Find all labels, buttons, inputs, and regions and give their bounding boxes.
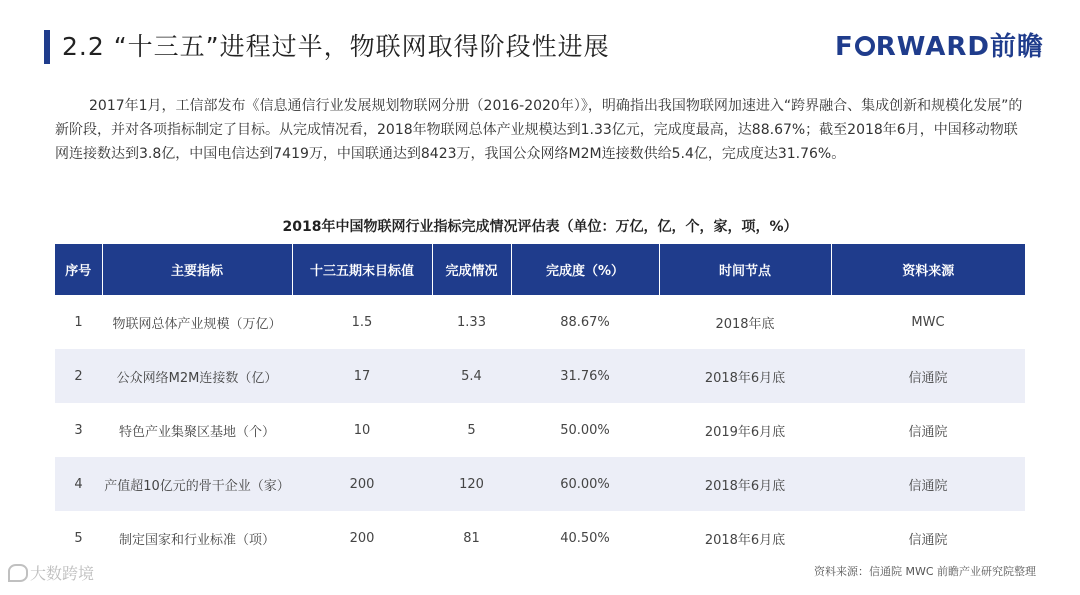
table-row [55, 295, 1025, 349]
table-cell: 120 [432, 457, 511, 511]
table-cell: 2019年6月底 [704, 424, 786, 440]
table-cell: 信通院 [908, 532, 948, 548]
table-cell: 2018年6月底 [659, 349, 831, 403]
logo-text-pre: F [834, 32, 854, 62]
brand-logo [835, 30, 1044, 64]
title-accent-bar [44, 30, 50, 64]
table-cell: 1.5 [351, 314, 373, 330]
col-header: 完成情况 [432, 244, 511, 295]
table-row [55, 457, 1025, 511]
table-cell: 5.4 [432, 349, 511, 403]
table-cell: 200 [292, 457, 432, 511]
table-cell: 4 [55, 457, 102, 511]
chat-bubble-icon [8, 564, 28, 582]
table-cell: 信通院 [908, 424, 948, 440]
col-header: 时间节点 [659, 244, 831, 295]
table-cell: 信通院 [831, 457, 1025, 511]
table-cell: 17 [292, 349, 432, 403]
table-cell: 2018年6月底 [659, 457, 831, 511]
col-header: 序号 [55, 244, 102, 295]
source-note: 资料来源：信通院 MWC 前瞻产业研究院整理 [813, 565, 1036, 578]
table-cell: 产值超10亿元的骨干企业（家） [102, 457, 292, 511]
table-cell: MWC [911, 314, 945, 330]
intro-paragraph: 2017年1月，工信部发布《信息通信行业发展规划物联网分册（2016-2020年）》，明确指出我国物联网加速进入“跨界融合、集成创新和规模化发展”的新阶段，并对各项指标制定了目标。从完成情况看，2018年物联网总体产业规模达到1.33亿元，完成度最高，达88.67%；截至2018年6月，中国移动物联网连接数达到3.8亿，中国电信达到7419万，中国联通达到8423万，我国公众网络M2M连接数供给5.4亿，完成度达31.76%。 [55, 98, 1023, 162]
col-header: 资料来源 [831, 244, 1025, 295]
table-cell: 信通院 [831, 349, 1025, 403]
table-row [55, 403, 1025, 457]
table-cell: 物联网总体产业规模（万亿） [112, 316, 282, 332]
table-cell: 10 [353, 422, 371, 438]
table-cell: 88.67% [560, 314, 610, 330]
table-cell: 60.00% [511, 457, 659, 511]
col-header: 十三五期末目标值 [292, 244, 432, 295]
logo-o-circle-icon [855, 36, 875, 56]
table-cell: 3 [74, 422, 83, 438]
table-cell: 1.33 [457, 314, 486, 330]
page-title: 2.2 “十三五”进程过半，物联网取得阶段性进展 [62, 32, 610, 61]
table-row [55, 511, 1025, 565]
col-header: 完成度（%） [511, 244, 659, 295]
logo-text-post: RWARD前瞻 [875, 32, 1044, 62]
table-cell: 5 [74, 530, 83, 546]
table-cell: 50.00% [560, 422, 610, 438]
indicator-table [55, 244, 1025, 565]
table-cell: 31.76% [511, 349, 659, 403]
table-cell: 特色产业集聚区基地（个） [118, 424, 275, 440]
table-cell: 2 [55, 349, 102, 403]
table-cell: 200 [349, 530, 375, 546]
col-header: 主要指标 [102, 244, 292, 295]
table-cell: 2018年6月底 [704, 532, 786, 548]
table-title: 2018年中国物联网行业指标完成情况评估表（单位：万亿，亿，个，家，项，%） [282, 219, 798, 235]
table-cell: 1 [74, 314, 83, 330]
table-cell: 5 [467, 422, 476, 438]
table-cell: 公众网络M2M连接数（亿） [102, 349, 292, 403]
watermark-text: 大数跨境 [30, 564, 95, 583]
table-header-row [55, 244, 1025, 295]
watermark [8, 561, 94, 584]
table-cell: 制定国家和行业标准（项） [118, 532, 275, 548]
table-cell: 2018年底 [715, 316, 775, 332]
table-row [55, 349, 1025, 403]
table-cell: 81 [463, 530, 480, 546]
table-cell: 40.50% [560, 530, 610, 546]
